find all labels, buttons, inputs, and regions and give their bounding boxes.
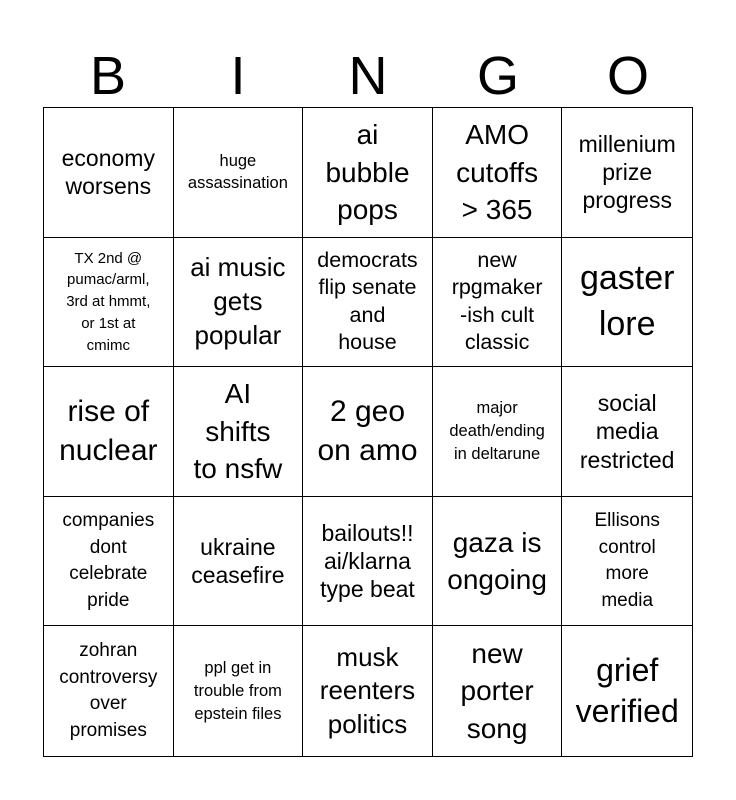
cell-text: millenium prize progress [578,130,676,214]
bingo-cell-r3-c4[interactable] [433,367,563,497]
bingo-cell-r1-c4[interactable] [433,108,563,238]
header-letter-g: G [476,46,519,106]
bingo-cell-r1-c5[interactable] [562,108,692,238]
cell-text: zohran controversy over promises [59,640,158,741]
cell-text: ai music gets popular [190,252,286,350]
bingo-cell-r1-c3[interactable] [303,108,433,238]
bingo-cell-r2-c3[interactable] [303,238,433,368]
cell-text: major death/ending in deltarune [449,399,545,463]
bingo-header [43,44,693,108]
cell-text: ukraine ceasefire [191,533,285,589]
cell-text: AMO cutoffs > 365 [456,119,539,226]
cell-text: democrats flip senate and house [317,247,418,355]
bingo-cell-r5-c2[interactable] [174,626,304,756]
bingo-cell-r4-c3[interactable] [303,497,433,627]
bingo-cell-r2-c5[interactable] [562,238,692,368]
cell-text: TX 2nd @ pumac/arml, 3rd at hmmt, or 1st at cmimc [66,249,151,354]
bingo-cell-r4-c5[interactable] [562,497,692,627]
bingo-cell-r5-c5[interactable] [562,626,692,756]
cell-text: musk reenters politics [319,641,416,740]
bingo-cell-r3-c2[interactable] [174,367,304,497]
cell-text: bailouts!! ai/klarna type beat [320,519,415,603]
bingo-cell-r1-c2[interactable] [174,108,304,238]
cell-text: ai bubble pops [325,119,410,226]
cell-text: companies dont celebrate pride [62,509,155,611]
cell-text: social media restricted [579,390,675,473]
bingo-cell-r4-c1[interactable] [44,497,174,627]
cell-text: huge assassination [187,151,288,193]
bingo-cell-r5-c4[interactable] [433,626,563,756]
bingo-cell-r5-c1[interactable] [44,626,174,756]
bingo-cell-r1-c1[interactable] [44,108,174,238]
header-letter-b: B [89,46,127,106]
header-letter-o: O [606,46,649,106]
header-letter-i: I [230,46,246,106]
cell-text: rise of nuclear [59,395,158,468]
bingo-cell-r5-c3[interactable] [303,626,433,756]
bingo-cell-r3-c3[interactable] [303,367,433,497]
bingo-cell-r3-c5[interactable] [562,367,692,497]
bingo-cell-r2-c2[interactable] [174,238,304,368]
bingo-cell-r2-c1[interactable] [44,238,174,368]
cell-text: ppl get in trouble from epstein files [193,659,282,723]
cell-text: 2 geo on amo [317,395,418,468]
cell-text: AI shifts to nsfw [193,378,283,485]
bingo-cell-r4-c4[interactable] [433,497,563,627]
cell-text: Ellisons control more media [594,509,660,611]
cell-text: grief verified [575,651,679,730]
header-letter-n: N [348,46,388,106]
bingo-cell-r4-c2[interactable] [174,497,304,627]
bingo-board [43,107,693,757]
cell-text: new porter song [460,637,534,744]
bingo-cell-r2-c4[interactable] [433,238,563,368]
bingo-cell-r3-c1[interactable] [44,367,174,497]
cell-text: gaza is ongoing [447,526,547,596]
cell-text: economy worsens [61,145,155,200]
cell-text: new rpgmaker -ish cult classic [451,247,543,355]
cell-text: gaster lore [579,259,675,343]
